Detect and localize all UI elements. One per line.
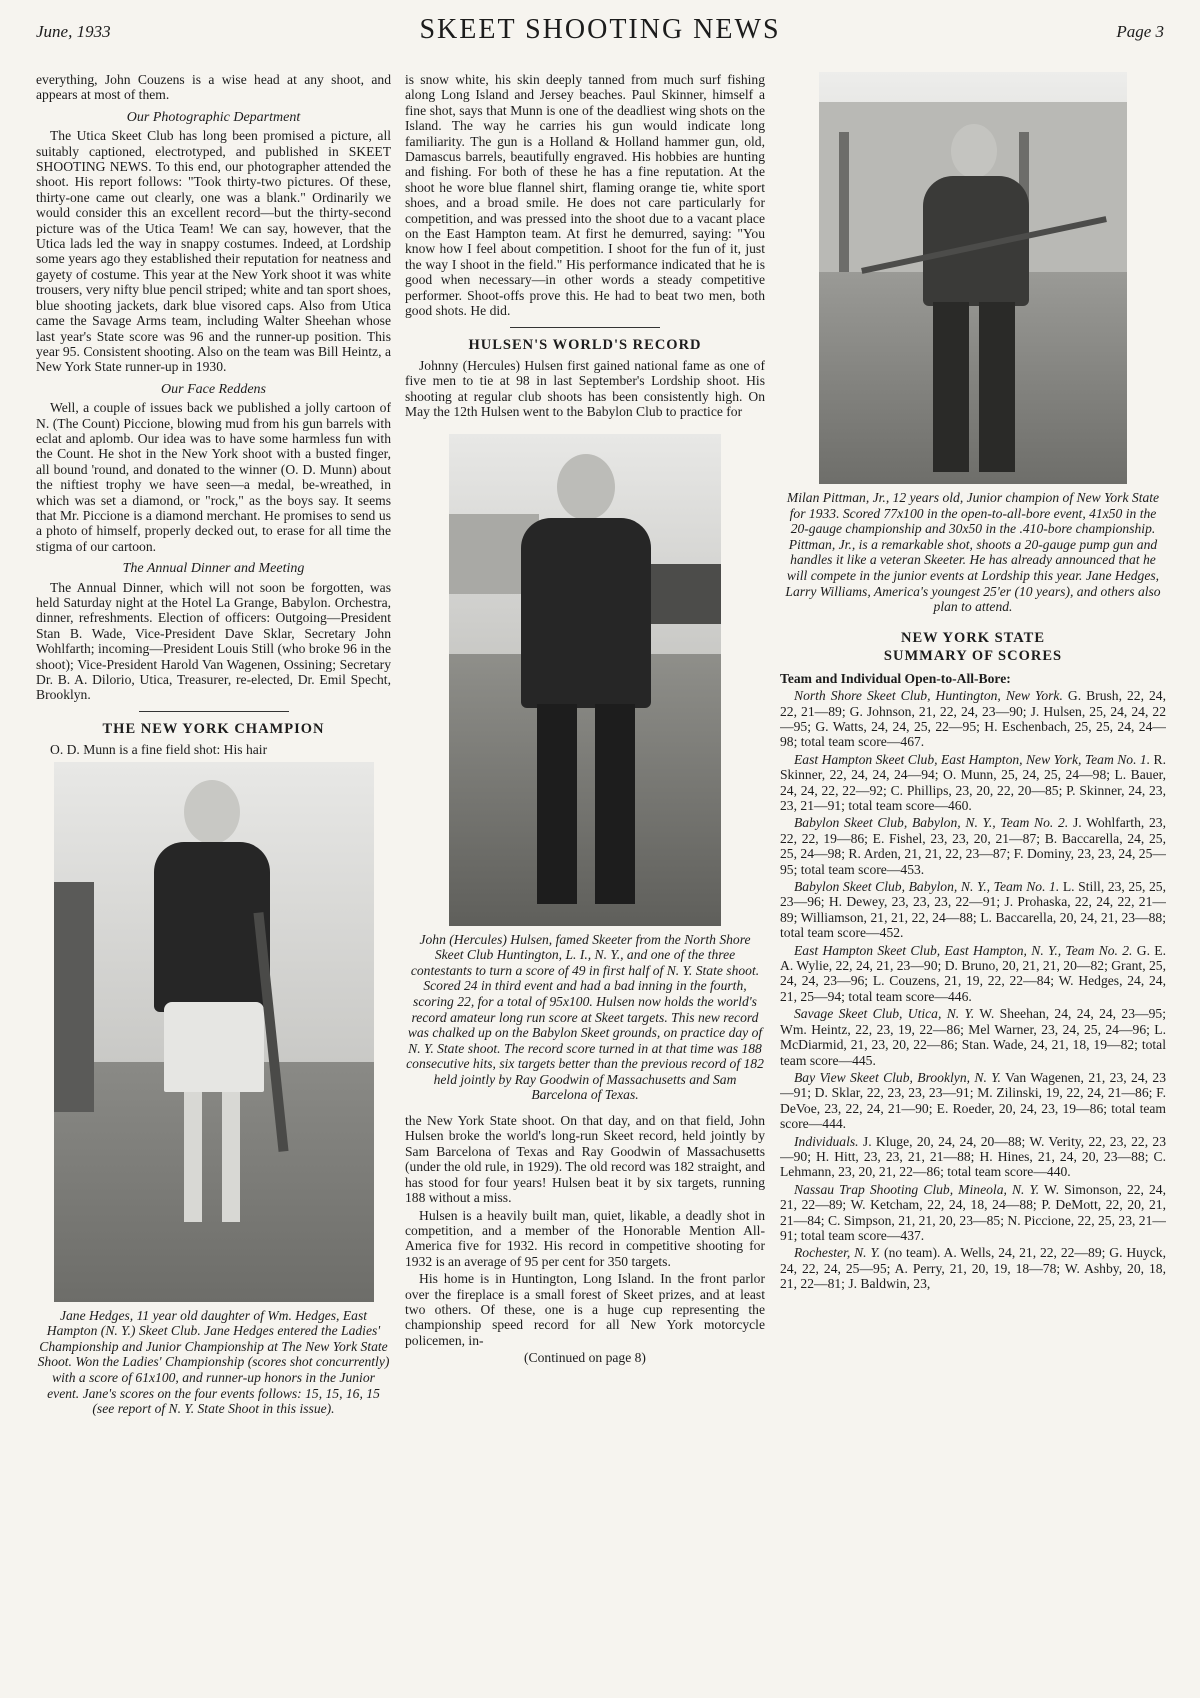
- intro-paragraph: everything, John Couzens is a wise head at any shoot, and appears at most of them.: [36, 72, 391, 103]
- team-scores: Van Wagenen, 21, 23, 24, 23—91; D. Sklar, 22, 23, 23, 23—91; M. Zilinski, 19, 22, 24, 21—86; F. DeVoe, 23, 22, 24, 21—90; E. Roeder, 20, 24, 23, 19—86; total team score—444.: [780, 1069, 1166, 1132]
- team-scores: W. Simonson, 22, 24, 21, 22—89; W. Ketcham, 22, 24, 18, 24—88; P. DeMott, 22, 20, 21, 21—84; C. Simpson, 21, 21, 20, 23—85; N. Piccione, 22, 25, 23, 21—91; total team score—437.: [780, 1181, 1166, 1243]
- team-scores: G. E. A. Wylie, 22, 24, 21, 23—90; D. Bruno, 20, 21, 21, 20—82; Grant, 25, 24, 24, 23—96; L. Couzens, 21, 19, 22, 22—84; W. Hedges, 24, 24, 21, 25—94; total team score—446.: [780, 942, 1166, 1004]
- divider: [510, 327, 660, 328]
- team-name: Babylon Skeet Club, Babylon, N. Y., Team No. 1.: [794, 879, 1060, 895]
- photo-ground: [54, 1062, 374, 1302]
- photo-figure-torso: [154, 842, 270, 1012]
- column-1: [36, 72, 391, 1682]
- champion-heading: THE NEW YORK CHAMPION: [102, 720, 325, 737]
- hulsen-caption: John (Hercules) Hulsen, famed Skeeter from the North Shore Skeet Club Huntington, L. I., N. Y., and one of the three contestants to turn a score of 49 in first half of N. Y. State shoot. Scored 24 in third event and had a bad inning in the fourth, scoring 22, for a total of 95x100. Hulsen now holds the world's record amateur long run score at Skeet targets. This new record was chalked up on the Babylon Skeet grounds, on practice day of N. Y. State shoot. The record score turned in at that time was 188 consecutive hits, six targets better than the previous record of 182 held jointly by Ray Goodwin of Massachusetts and Sam Barcelona of Texas.: [406, 931, 764, 1103]
- team-entry: [780, 688, 1166, 750]
- summary-title: [780, 629, 1166, 665]
- publication-title: SKEET SHOOTING NEWS: [419, 14, 781, 45]
- photo-dept-heading: Our Photographic Department: [126, 109, 301, 125]
- team-name: Babylon Skeet Club, Babylon, N. Y., Team No. 2.: [794, 815, 1069, 831]
- column-2: [405, 72, 765, 1682]
- photo-figure-skirt: [164, 1002, 264, 1092]
- continued-note: (Continued on page 8): [524, 1350, 646, 1366]
- hulsen-continued-paragraph-1: the New York State shoot. On that day, and on that field, John Hulsen broke the world's long-run Skeet record, held jointly by Sam Barcelona of Texas and Ray Goodwin of Massachusetts (under the old rule, in 1929). The old record was 182 straight, and has stood for four years! Hulsen beat it by six targets, running 188 without a miss.: [405, 1113, 765, 1206]
- team-name: Nassau Trap Shooting Club, Mineola, N. Y.: [794, 1181, 1040, 1197]
- photo-figure-head: [557, 454, 615, 520]
- photo-figure-leg-left: [933, 302, 969, 472]
- team-entry: [780, 752, 1166, 814]
- photo-post: [839, 132, 849, 272]
- team-entry: [780, 1070, 1166, 1132]
- team-entry: [780, 1245, 1166, 1291]
- face-reddens-heading: Our Face Reddens: [161, 381, 266, 397]
- summary-title-line-1: NEW YORK STATE: [901, 629, 1045, 646]
- photo-figure-head: [184, 780, 240, 844]
- jane-hedges-caption: Jane Hedges, 11 year old daughter of Wm. Hedges, East Hampton (N. Y.) Skeet Club. Jane Hedges entered the Ladies' Championship and Junior Championship at The New York State Shoot. Won the Ladies' Championship (scores shot concurrently) with a score of 61x100, and runner-up honors in the Junior event. Jane's scores on the four events follows: 15, 15, 16, 15 (see report of N. Y. State Shoot in this issue).: [37, 1307, 390, 1417]
- photo-john-hulsen: [449, 434, 721, 926]
- photo-figure-leg-right: [595, 704, 635, 904]
- team-name: Individuals.: [794, 1133, 859, 1149]
- team-scores: L. Still, 23, 25, 25, 23—96; H. Dewey, 23, 23, 23, 22—91; J. Prohaska, 22, 24, 22, 21—89; Williamson, 21, 21, 22, 24—88; L. Baccarella, 20, 24, 21, 23—88; total team score—452.: [780, 879, 1166, 941]
- photo-dept-paragraph: The Utica Skeet Club has long been promised a picture, all suitably captioned, electrotyped, and published in SKEET SHOOTING NEWS. To this end, our photographer attended the shoot. His report follows: "Took thirty-two pictures. Of these, thirty-one came out clearly, one was a blank." Ordinarily we would consider this an excellent record—but the thirty-second picture was of the Utica Team! We can say, however, that the Utica lads led the way in snappy costumes. Indeed, at Lordship some years ago they established their reputation for neatness and gayety of costume. This year at the New York shoot it was white trousers, very nifty blue pencil striped; white and tan sport shoes, blue shooting jackets, dark blue visored caps. Also from Utica came the Savage Arms team, including Walter Sheehan whose last year's State score was 96 and the runner-up position. This year 95. Consistent shooting. Also on the team was Bill Heintz, a New York State runner-up in 1930.: [36, 128, 391, 375]
- page-number: Page 3: [1116, 22, 1164, 41]
- team-scores-list: [780, 688, 1166, 1291]
- team-name: North Shore Skeet Club, Huntington, New York.: [794, 688, 1063, 704]
- team-name: East Hampton Skeet Club, East Hampton, New York, Team No. 1.: [794, 751, 1151, 767]
- team-scores: W. Sheehan, 24, 24, 24, 23—95; Wm. Heintz, 22, 23, 19, 22—86; Mel Warner, 23, 24, 25, 24—96; L. McDiarmid, 21, 23, 20, 22—86; Stan. Wade, 24, 21, 18, 19—82; total team score—445.: [780, 1006, 1166, 1068]
- face-reddens-paragraph: Well, a couple of issues back we published a jolly cartoon of N. (The Count) Piccione, blowing mud from his gun barrels with eclat and aplomb. Our idea was to have some harmless fun with the Count. He shot in the New York shoot with a busted finger, all bound 'round, and donated to the winner (O. D. Munn) about the niftiest trophy we have seen—a medal, be-wreathed, in which was set a diamond, or "rock," as the boys say. It seems that Mr. Piccione is a diamond merchant. He promises to send us a photo of himself, properly decked out, to erase for all time the stigma of our cartoon.: [36, 400, 391, 554]
- team-entry: [780, 943, 1166, 1005]
- hulsen-paragraph: Johnny (Hercules) Hulsen first gained national fame as one of five men to tie at 98 in last September's Lordship shoot. His shooting at regular club shoots has been consistently high. On May the 12th Hulsen went to the Babylon Club to practice for: [405, 357, 765, 420]
- photo-car: [639, 564, 721, 624]
- munn-paragraph: is snow white, his skin deeply tanned from much surf fishing along Long Island and Jersey beaches. Paul Skinner, himself a fine shot, says that Munn is one of the deadliest wing shots on the Island. The way he carries his gun would indicate long familiarity. The gun is a Holland & Holland hammer gun, old, Damascus barrels, beautifully engraved. His hobbies are hunting and fishing. For both of these he has a fine reputation. At the shoot he wore blue flannel shirt, flaming orange tie, white sport shoes, and a broad smile. He does not care particularly for competition, and was pressed into the shoot due to a vacant place on the East Hampton team. At first he demurred, saying: "You know how I feel about competition. I shoot for the fun of it, just the way I shoot in the field." His performance indicated that he is good when necessary—in other words a steady competitive performer. Shoot-offs prove this. He had to beat two men, both good shots. He did.: [405, 72, 765, 319]
- photo-figure-leg-right: [222, 1092, 240, 1222]
- team-entry: [780, 1182, 1166, 1244]
- photo-figure-head: [951, 124, 997, 178]
- photo-figure-leg-right: [979, 302, 1015, 472]
- photo-figure-torso: [521, 518, 651, 708]
- dinner-heading: The Annual Dinner and Meeting: [122, 561, 305, 577]
- team-entry: [780, 1006, 1166, 1068]
- team-scores: G. Brush, 22, 24, 22, 21—89; G. Johnson, 21, 22, 24, 23—90; J. Hulsen, 25, 24, 24, 22—95; G. Watts, 24, 24, 25, 22—95; H. Eschenbach, 25, 25, 24, 24—98; total team score—467.: [780, 688, 1166, 750]
- photo-figure-leg-left: [537, 704, 577, 904]
- page-header: [36, 14, 1164, 58]
- team-scores: J. Wohlfarth, 23, 22, 22, 19—86; E. Fishel, 23, 23, 20, 21—87; B. Baccarella, 24, 25, 25, 24—98; R. Arden, 21, 21, 22, 23—87; F. Dominy, 23, 23, 24, 25—95; total team score—453.: [780, 815, 1166, 877]
- summary-lead: Team and Individual Open-to-All-Bore:: [780, 670, 1011, 686]
- team-entry: [780, 815, 1166, 877]
- divider: [139, 711, 289, 712]
- photo-jane-hedges: [54, 762, 374, 1302]
- issue-date: June, 1933: [36, 22, 111, 41]
- team-entry: [780, 1134, 1166, 1180]
- column-3: [780, 72, 1166, 1682]
- team-scores: J. Kluge, 20, 24, 24, 20—88; W. Verity, 22, 23, 22, 23—90; H. Hitt, 23, 23, 21, 21—88; H. Hines, 21, 24, 20, 23—88; C. Lehmann, 23, 20, 21, 22—86; total team score—440.: [780, 1133, 1166, 1180]
- team-name: Savage Skeet Club, Utica, N. Y.: [794, 1006, 975, 1022]
- team-name: Bay View Skeet Club, Brooklyn, N. Y.: [794, 1069, 1001, 1085]
- photo-figure-leg-left: [184, 1092, 202, 1222]
- team-name: Rochester, N. Y.: [794, 1245, 881, 1261]
- team-scores: R. Skinner, 22, 24, 24, 24—94; O. Munn, 25, 24, 25, 24—98; L. Bauer, 24, 24, 22, 22—92; C. Phillips, 23, 20, 22, 20—85; P. Skinner, 24, 23, 23, 21—91; total team score—460.: [780, 751, 1166, 813]
- hulsen-continued-paragraph-3: His home is in Huntington, Long Island. In the front parlor over the fireplace is a small forest of Skeet prizes, and at least two others. Of these, one is a huge cup representing the championship speed record for all New York motorcycle policemen, in-: [405, 1271, 765, 1348]
- team-entry: [780, 879, 1166, 941]
- champion-paragraph: O. D. Munn is a fine field shot: His hair: [50, 742, 268, 758]
- team-name: East Hampton Skeet Club, East Hampton, N. Y., Team No. 2.: [794, 942, 1133, 958]
- hulsen-heading: HULSEN'S WORLD'S RECORD: [468, 336, 702, 353]
- pittman-caption: Milan Pittman, Jr., 12 years old, Junior champion of New York State for 1933. Scored 77x100 in the open-to-all-bore event, 41x50 in the 20-gauge championship and 30x50 in the .410-bore championship. Pittman, Jr., is a remarkable shot, shoots a 20-gauge pump gun and handles it like a veteran Skeeter. He has already announced that he will compete in the junior events at Lordship this year. Jane Hedges, Larry Williams, America's youngest 25'er (10 years), and others also plan to attend.: [785, 490, 1161, 615]
- photo-milan-pittman: [819, 72, 1127, 484]
- hulsen-continued-paragraph-2: Hulsen is a heavily built man, quiet, likable, a deadly shot in competition, and a member of the Honorable Mention All-America five for 1932. His record in competitive shooting for 1932 is an average of 95 per cent for 350 targets.: [405, 1207, 765, 1269]
- summary-title-line-2: SUMMARY OF SCORES: [883, 647, 1063, 664]
- team-scores: (no team). A. Wells, 24, 21, 22, 22—89; G. Huyck, 24, 22, 24, 25—95; A. Perry, 21, 20, 19, 18—78; W. Ashby, 20, 18, 21, 22—81; J. Baldwin, 23,: [780, 1245, 1166, 1292]
- dinner-paragraph: The Annual Dinner, which will not soon be forgotten, was held Saturday night at the Hotel La Grange, Babylon. Orchestra, dinner, refreshments. Election of officers: Outgoing—President Stan B. Wade, Vice-President Dave Sklar, Secretary John Wohlfarth; incoming—President Louis Still (who broke 96 in the shoot); Vice-President Harold Van Wagenen, Ossining; Secretary Dr. B. A. Dilorio, Utica, Treasurer, re-elected, Dr. Emil Specht, Brooklyn.: [36, 579, 391, 703]
- photo-bystander: [54, 882, 94, 1112]
